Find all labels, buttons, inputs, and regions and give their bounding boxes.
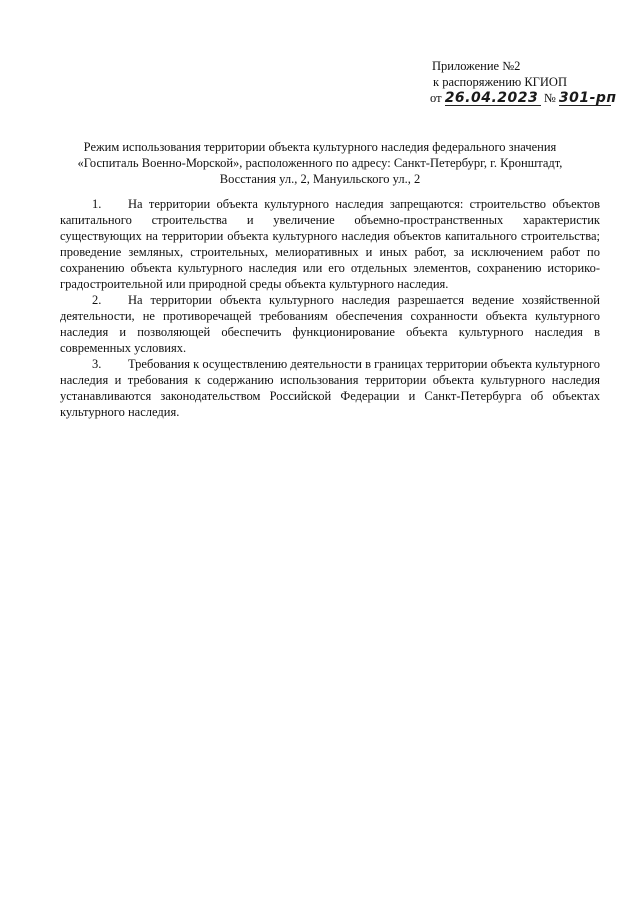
paragraph-text: На территории объекта культурного наследия запрещаются: строительство объектов капитального строительства и увеличение объемно-пространственных характеристик существующих на территории объекта культурного наследия объектов капитального строительства; проведение земляных, строительных, мелиоративных и иных работ, за исключением работ по сохранению объекта культурного наследия или его отдельных элементов, сохранению историко-градостроительной или природной среды объекта культурного наследия.: [60, 197, 600, 291]
number-prefix: №: [543, 91, 556, 105]
paragraph-3: [60, 356, 600, 420]
document-title-line-1: Режим использования территории объекта культурного наследия федерального значения: [83, 140, 557, 154]
date-prefix: от: [430, 91, 442, 105]
appendix-title: Приложение №2: [432, 59, 521, 73]
document-title-line-3: Восстания ул., 2, Мануильского ул., 2: [219, 172, 421, 186]
paragraph-text: На территории объекта культурного наследия разрешается ведение хозяйственной деятельности, не противоречащей требованиям обеспечения сохранности объекта культурного наследия и позволяющей обеспечить функционирование объекта культурного наследия в современных условиях.: [60, 293, 600, 355]
paragraph-number: 3.: [92, 357, 102, 371]
paragraph-number: 1.: [92, 197, 102, 211]
appendix-header: [430, 58, 630, 106]
document-body: [60, 196, 600, 420]
appendix-date-line: [430, 90, 630, 106]
paragraph-number: 2.: [92, 293, 102, 307]
document-title: [60, 139, 580, 187]
paragraph-text: Требования к осуществлению деятельности в границах территории объекта культурного наследия и требования к содержанию использования территории объекта культурного наследия устанавливаются законодательством Российской Федерации и Санкт-Петербурга об объектах культурного наследия.: [60, 357, 600, 419]
document-title-line-2: «Госпиталь Военно-Морской», расположенного по адресу: Санкт-Петербург, г. Кронштадт,: [77, 156, 563, 170]
paragraph-2: [60, 292, 600, 356]
handwritten-date: 26.04.2023: [445, 91, 541, 106]
appendix-subtitle: к распоряжению КГИОП: [433, 75, 567, 89]
handwritten-number: 301-рп: [558, 90, 617, 106]
paragraph-1: [60, 196, 600, 292]
